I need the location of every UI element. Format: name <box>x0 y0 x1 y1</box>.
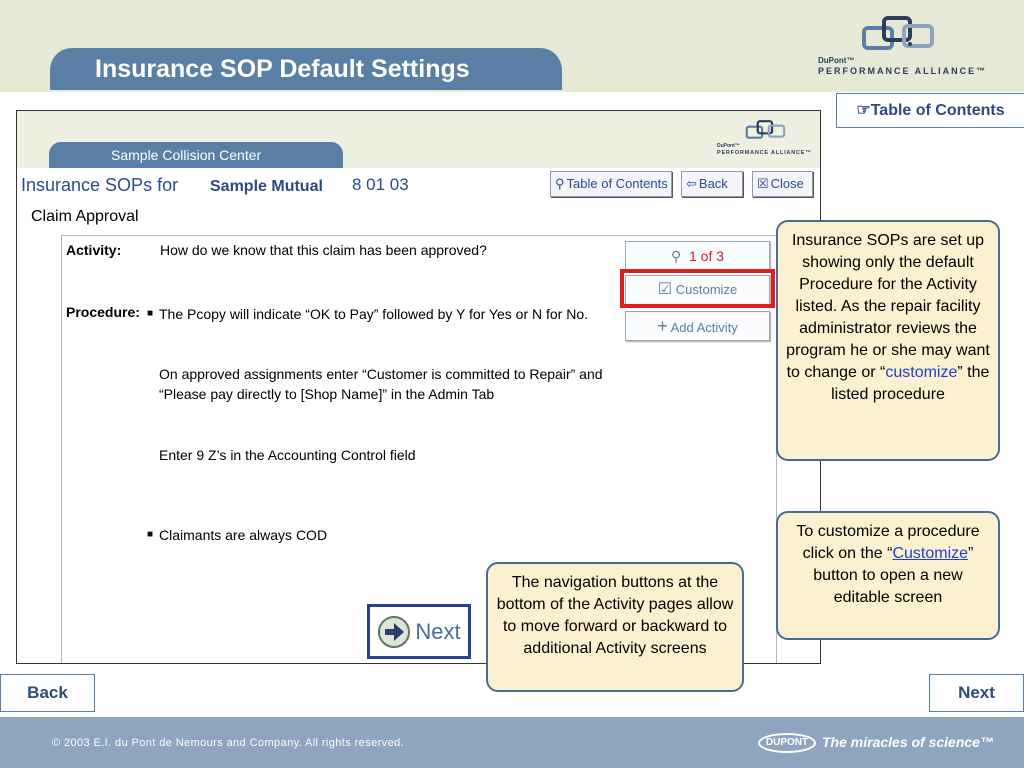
next-button[interactable]: Next <box>929 674 1024 712</box>
dupont-oval-logo: DUPONT <box>758 733 816 753</box>
procedure-text: The Pcopy will indicate “OK to Pay” followed by Y for Yes or N for No. <box>159 306 589 322</box>
procedure-item <box>147 525 604 545</box>
procedure-item <box>147 304 604 324</box>
sop-heading-date: 8 01 03 <box>352 175 409 194</box>
procedure-text: Claimants are always COD <box>159 527 328 543</box>
procedure-text: On approved assignments enter “Customer is committed to Repair” and “Please pay directly to [Shop Name]” in the Admin Tab <box>159 366 603 402</box>
procedure-text: Enter 9 Z’s in the Accounting Control field <box>159 447 416 463</box>
app-logo-mark-icon <box>743 119 789 141</box>
arrow-left-icon: ⇦ <box>686 176 697 191</box>
checkbox-icon: ☑ <box>657 281 673 298</box>
dupont-tagline: The miracles of science™ <box>822 734 994 750</box>
app-next-label: Next <box>415 618 461 644</box>
activity-question: How do we know that this claim has been approved? <box>160 242 487 258</box>
app-back-label: Back <box>698 176 728 191</box>
app-close-label: Close <box>770 176 804 191</box>
footer <box>0 717 1024 768</box>
logo-text-alliance: PERFORMANCE ALLIANCE™ <box>818 66 988 76</box>
procedure-label: Procedure: <box>66 304 140 320</box>
customize-label: Customize <box>675 282 738 297</box>
table-of-contents-link[interactable] <box>836 93 1024 128</box>
callout-default-procedure <box>776 220 1000 461</box>
app-back-button[interactable] <box>681 171 743 197</box>
callout-navigation: The navigation buttons at the bottom of the Activity pages allow to move forward or backward to additional Activity screens <box>486 562 744 692</box>
close-box-icon: ☒ <box>757 176 769 191</box>
plus-icon: + <box>657 316 668 336</box>
app-logo-dupont: DuPont™ <box>717 143 740 149</box>
callout-customize-link[interactable]: Customize <box>892 545 969 562</box>
copyright-text: © 2003 E.I. du Pont de Nemours and Company. All rights reserved. <box>52 737 405 749</box>
app-logo-alliance: PERFORMANCE ALLIANCE™ <box>717 150 812 156</box>
logo-mark-icon <box>862 14 936 54</box>
collision-center-tab[interactable]: Sample Collision Center <box>49 142 343 168</box>
back-button[interactable]: Back <box>0 674 95 712</box>
magnifier-icon: ⚲ <box>555 176 565 191</box>
add-activity-label: Add Activity <box>670 320 738 335</box>
logo-text-dupont: DuPont™ <box>818 56 855 65</box>
app-toc-button[interactable] <box>550 171 672 197</box>
search-icon: ⚲ <box>670 248 682 264</box>
callout-text: ” button to open a new editable screen <box>813 545 974 606</box>
customize-highlight-box <box>620 269 775 308</box>
sop-heading-prefix: Insurance SOPs for <box>21 175 179 195</box>
callout-highlight-word: customize <box>885 364 958 381</box>
app-next-button[interactable] <box>367 604 471 659</box>
activity-label: Activity: <box>66 242 122 258</box>
toc-link-label: Table of Contents <box>870 102 1005 119</box>
sop-heading-company: Sample Mutual <box>207 177 326 197</box>
performance-alliance-logo <box>818 14 1008 78</box>
app-close-button[interactable] <box>752 171 813 197</box>
bullet-icon: ■ <box>147 308 154 319</box>
page-counter-text: 1 of 3 <box>689 248 725 264</box>
add-activity-button[interactable] <box>625 311 770 341</box>
app-toc-label: Table of Contents <box>566 176 668 191</box>
slide-title: Insurance SOP Default Settings <box>50 48 562 90</box>
page-counter <box>625 241 770 271</box>
callout-text: To customize a procedure click on the “ <box>796 523 980 562</box>
callout-text: ” the listed procedure <box>831 364 990 403</box>
arrow-right-circle-icon <box>377 615 411 649</box>
hand-pointer-icon: ☞ <box>856 102 871 119</box>
section-title: Claim Approval <box>31 208 139 225</box>
callout-customize-instructions <box>776 511 1000 640</box>
app-logo <box>717 119 817 163</box>
callout-text: Insurance SOPs are set up showing only the default Procedure for the Activity listed. As the repair facility administrator reviews the program he or she may want to change or “ <box>786 232 990 381</box>
bullet-icon: ■ <box>147 529 154 540</box>
